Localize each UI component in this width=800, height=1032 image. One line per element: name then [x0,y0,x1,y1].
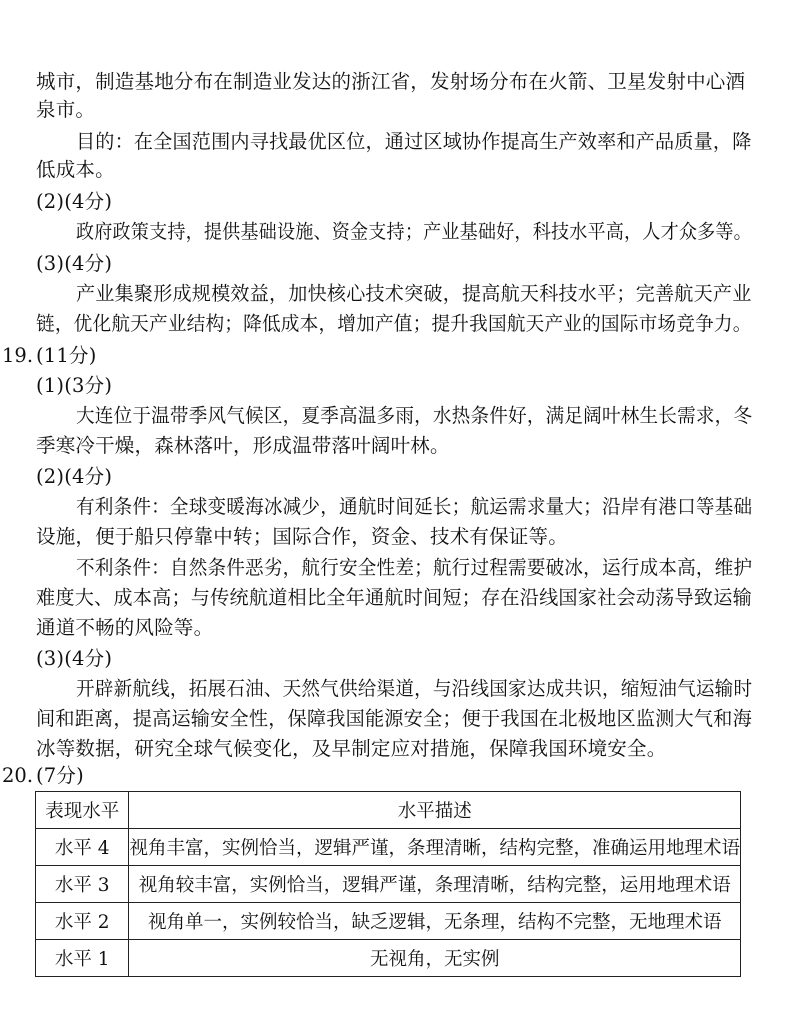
q18-part3-answer-line: 产业集聚形成规模效益，加快核心技术突破，提高航天科技水平；完善航天产业 [76,282,752,305]
q19-disadvantages-line: 难度大、成本高；与传统航道相比全年通航时间短；存在沿线国家社会动荡导致运输 [36,586,752,609]
q19-disadvantages-line: 不利条件：自然条件恶劣，航行安全性差；航行过程需要破冰，运行成本高，维护 [76,556,753,579]
q19-part3-answer-line: 间和距离，提高运输安全性，保障我国能源安全；便于我国在北极地区监测大气和海 [36,707,752,730]
q20-score: (7分) [36,764,84,787]
q18-part3-heading: (3)(4分) [36,252,113,275]
q19-advantages-line: 有利条件：全球变暖海冰减少，通航时间延长；航运需求量大；沿岸有港口等基础 [76,495,753,518]
description-cell: 视角单一，实例较恰当，缺乏逻辑，无条理，结构不完整，无地理术语 [129,903,741,940]
scoring-rubric-table [35,791,741,977]
q18-part2-answer: 政府政策支持，提供基础设施、资金支持；产业基础好，科技水平高，人才众多等。 [76,220,752,243]
q18-purpose-line: 目的：在全国范围内寻找最优区位，通过区域协作提高生产效率和产品质量，降 [76,130,752,153]
table-row [36,829,741,866]
description-cell: 视角较丰富，实例恰当，逻辑严谨，条理清晰，结构完整，运用地理术语 [129,866,741,903]
table-header-row [36,792,741,829]
q18-part3-answer-line: 链，优化航天产业结构；降低成本，增加产值；提升我国航天产业的国际市场竞争力。 [36,312,752,335]
q18-text-line: 泉市。 [36,98,96,121]
level-cell: 水平 4 [36,829,129,866]
q18-text-line: 城市，制造基地分布在制造业发达的浙江省，发射场分布在火箭、卫星发射中心酒 [36,70,746,93]
header-level: 表现水平 [36,792,129,829]
level-cell: 水平 2 [36,903,129,940]
description-cell: 视角丰富，实例恰当，逻辑严谨，条理清晰，结构完整，准确运用地理术语 [129,829,741,866]
q19-part3-answer-line: 开辟新航线，拓展石油、天然气供给渠道，与沿线国家达成共识，缩短油气运输时 [76,677,753,700]
description-cell: 无视角，无实例 [129,940,741,977]
q19-part3-answer-line: 冰等数据，研究全球气候变化，及早制定应对措施，保障我国环境安全。 [36,737,667,760]
level-cell: 水平 3 [36,866,129,903]
header-description: 水平描述 [129,792,741,829]
table-row [36,866,741,903]
q19-disadvantages-line: 通道不畅的风险等。 [36,616,214,639]
q18-part2-heading: (2)(4分) [36,190,113,213]
table-row [36,940,741,977]
q20-number: 20. [2,764,34,787]
q19-part1-answer-line: 季寒冷干燥，森林落叶，形成温带落叶阔叶林。 [36,434,450,457]
q18-purpose-line: 低成本。 [36,158,115,181]
level-cell: 水平 1 [36,940,129,977]
q19-number: 19. [2,344,34,367]
q19-advantages-line: 设施，便于船只停靠中转；国际合作，资金、技术有保证等。 [36,525,568,548]
q19-part1-heading: (1)(3分) [36,374,113,397]
q19-score: (11分) [36,344,97,367]
q19-part1-answer-line: 大连位于温带季风气候区，夏季高温多雨，水热条件好，满足阔叶林生长需求，冬 [76,404,753,427]
q19-part2-heading: (2)(4分) [36,465,113,488]
table-row [36,903,741,940]
q19-part3-heading: (3)(4分) [36,647,113,670]
